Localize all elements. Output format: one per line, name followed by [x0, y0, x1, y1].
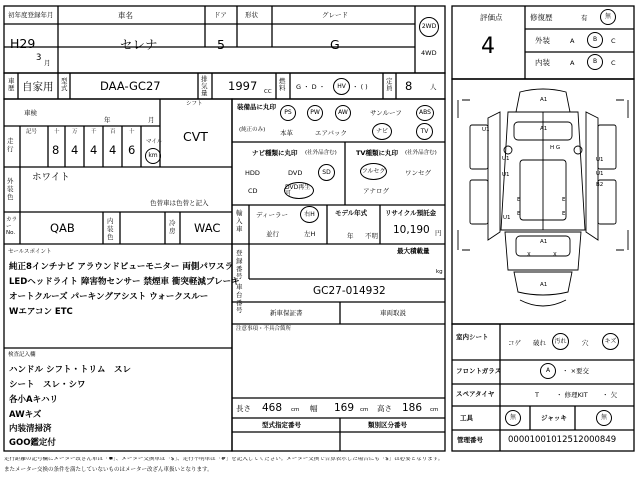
repair-no: 無 [604, 13, 611, 20]
cc-unit: CC [264, 89, 272, 95]
door-label: ドア [214, 11, 227, 19]
height-unit: cm [430, 407, 439, 413]
first-reg-month: 3 [36, 53, 42, 63]
inspection-year-unit: 年 [104, 116, 111, 124]
damage-mark: A1 [540, 282, 548, 288]
damage-mark: U1 [503, 215, 511, 221]
sales-point: 純正8インチナビ アラウンドビューモニター 両側パワスラ [9, 262, 234, 272]
equip-ps: PS [284, 109, 292, 116]
exterior-grade-b: B [592, 36, 598, 43]
mile-unit: マイル [146, 139, 163, 145]
capacity-value: 8 [405, 79, 413, 93]
seat-stain-circle [552, 333, 569, 350]
damage-mark: H G [550, 145, 561, 151]
interior-grade-c: C [611, 59, 616, 67]
damage-mark: A1 [540, 126, 548, 132]
mileage-digit: 6 [128, 143, 136, 157]
displacement-label: 排気量 [201, 75, 208, 98]
damage-mark: E [562, 197, 566, 203]
jack-none-circle [596, 410, 612, 426]
capacity-label: 定員 [386, 77, 393, 93]
management-number-label: 管理番号 [457, 436, 483, 444]
sales-point: Wエアコン ETC [9, 307, 73, 317]
repair-history-label: 修復歴 [530, 13, 553, 22]
seat-scratch-circle [602, 333, 619, 350]
inspector-notes-label: 検査記入欄 [8, 352, 36, 358]
equip-leather: 本革 [280, 129, 293, 137]
spare-tire-label: スペアタイヤ [456, 390, 495, 398]
caution-label: 注意事項・不具合箇所 [236, 326, 292, 332]
nav-title: ナビ種類に丸印 [252, 149, 298, 157]
reg-number-label: 登録番号 [236, 249, 243, 281]
jack-none: 無 [600, 414, 607, 421]
model-year-label: モデル年式 [335, 209, 368, 217]
max-load-unit: kg [436, 269, 443, 275]
import-parallel: 並行 [266, 230, 279, 238]
spare-tire-none: ・ 欠 [602, 391, 618, 399]
jack-label: ジャッキ [541, 414, 567, 422]
nav-cd: CD [248, 187, 258, 195]
equip-pw: PW [310, 109, 320, 116]
fuel-hv: HV [337, 82, 346, 90]
nav-hdd: HDD [245, 169, 260, 177]
right-hand-drive: 右H [304, 210, 315, 218]
digit-header-hyaku: 百 [110, 129, 116, 135]
equipment-subtitle: (純正のみ) [239, 127, 266, 133]
digit-header-10man: 十 [54, 129, 60, 135]
inspection-month-unit: 月 [148, 116, 155, 124]
damage-mark: B2 [596, 182, 604, 188]
colorno-label: カラーNo. [6, 217, 18, 237]
km-unit: km [148, 152, 158, 159]
left-hand-drive: 左H [304, 230, 316, 238]
nav-dvd-play: DVD再生可 [285, 183, 311, 197]
tv-analog: アナログ [363, 187, 389, 195]
interior-grade-a: A [570, 59, 575, 67]
repair-yes: 有 [581, 14, 588, 22]
inspector-note: 各小Aキハリ [9, 395, 59, 405]
mileage-digit: 4 [90, 143, 98, 157]
tools-none-circle [505, 410, 521, 426]
digit-header-man: 万 [72, 129, 78, 135]
digit-header-sign: 記号 [26, 129, 38, 135]
height-label: 高さ [377, 404, 392, 413]
nav-sd: SD [322, 168, 331, 176]
damage-mark: U1 [502, 156, 510, 162]
model-label: 型式 [61, 77, 68, 93]
frame-label: 車台番号 [236, 283, 243, 315]
spare-tire-kit: ・ 修理KIT [556, 391, 588, 399]
score-label: 評価点 [480, 13, 503, 22]
color-value: ホワイト [32, 172, 70, 183]
equip-tv: TV [420, 127, 429, 135]
score-value: 4 [481, 34, 495, 59]
displacement-value: 1997 [228, 79, 258, 93]
model-value: DAA-GC27 [100, 79, 161, 93]
new-car-warranty: 新車保証書 [270, 309, 303, 317]
drive-2wd: 2WD [421, 23, 437, 30]
damage-mark: U1 [596, 171, 604, 177]
grade-value: G [330, 37, 340, 52]
footer-note-1: 走行距離の記号欄にメーター改ざん車は「✱」、メーター交換車は「$」、走行不明車は「#」を記入してください。メーター交換で合算表示した場合にも「$」は必要となります。 [4, 457, 444, 462]
windshield-replace: ・ ×要交 [562, 367, 590, 375]
nav-subtitle: (社外品含む) [305, 150, 337, 156]
damage-mark: U1 [596, 157, 604, 163]
seat-hole: 穴 [582, 339, 589, 347]
management-number: 00001001012512000849 [508, 435, 617, 445]
damage-mark: A1 [540, 239, 548, 245]
fuel-options: G ・ D ・ [296, 83, 326, 91]
seat-label: 室内シート [456, 333, 489, 341]
height-value: 186 [402, 402, 423, 414]
damage-mark: E [517, 197, 521, 203]
recycle-value: 10,190 [393, 224, 430, 236]
car-name: セレナ [120, 37, 158, 52]
mileage-digit: 4 [71, 143, 79, 157]
digit-header-sen: 千 [91, 129, 97, 135]
length-unit: cm [291, 407, 300, 413]
drive-4wd: 4WD [421, 49, 437, 57]
first-reg-label: 初年度登録年月 [8, 11, 54, 19]
tools-none: 無 [509, 414, 516, 421]
sales-points-label: セールスポイント [8, 249, 52, 255]
equipment-title: 装備品に丸印 [237, 103, 276, 111]
vehicle-manual: 車両取説 [380, 309, 406, 317]
seat-scratch: キズ [604, 337, 617, 345]
seat-tear: 破れ [533, 339, 546, 347]
class-number-label: 類別区分番号 [368, 421, 407, 429]
sales-point: LEDヘッドライト 障害物センサー 禁煙車 衝突軽減ブレーキ [9, 277, 240, 287]
model-year-unit: 年 [347, 232, 354, 240]
fuel-other: ・ ( ) [352, 83, 368, 91]
spare-tire-t: T [535, 391, 539, 399]
damage-mark: X [553, 252, 557, 258]
nav-dvd: DVD [288, 169, 303, 177]
equip-aw: AW [338, 109, 348, 116]
usage-value: 自家用 [22, 81, 54, 93]
width-value: 169 [334, 402, 355, 414]
recycle-yen: 円 [435, 229, 442, 237]
windshield-label: フロントガラス [456, 367, 502, 375]
import-label: 輸入車 [236, 209, 243, 233]
length-value: 468 [262, 402, 283, 414]
equip-sunroof: サンルーフ [370, 109, 402, 117]
equip-airbag: エアバック [315, 129, 347, 137]
equip-navi: ナビ [375, 127, 388, 135]
seat-burn: コゲ [508, 339, 521, 347]
tv-oneseg: ワンセグ [405, 169, 431, 177]
shape-label: 形状 [245, 11, 258, 19]
max-load-label: 最大積載量 [397, 247, 430, 255]
damage-mark: U1 [482, 127, 490, 133]
digit-header-juu: 十 [129, 129, 135, 135]
fuel-label: 燃料 [279, 77, 286, 93]
mileage-digit: 4 [109, 143, 117, 157]
shift-value: CVT [183, 129, 208, 144]
inspection-label: 車検 [24, 109, 37, 117]
inspector-note: ハンドル シフト・トリム スレ [9, 365, 131, 375]
interior-color-label: 内装色 [107, 217, 114, 241]
tv-subtitle: (社外品含む) [405, 150, 437, 156]
exterior-grade-c: C [611, 37, 616, 45]
colorno-value: QAB [50, 221, 75, 235]
damage-mark: A1 [540, 97, 548, 103]
damage-mark: E [517, 211, 521, 217]
width-label: 幅 [310, 404, 318, 413]
width-unit: cm [360, 407, 369, 413]
capacity-unit: 人 [430, 83, 437, 91]
usage-label: 車歴 [8, 77, 15, 93]
exterior-grade-a: A [570, 37, 575, 45]
door-count: 5 [217, 37, 225, 52]
inspector-note: 内装清掃済 [9, 424, 52, 434]
ac-value: WAC [194, 221, 221, 235]
length-label: 長さ [236, 404, 251, 413]
damage-mark: U1 [502, 172, 510, 178]
model-year-unknown: 不明 [365, 232, 378, 240]
mileage-label: 走行 [7, 137, 14, 153]
interior-grade-label: 内装 [535, 58, 550, 67]
sales-point: オートクルーズ パーキングアシスト ウォークスルー [9, 292, 209, 302]
color-label: 外装色 [7, 177, 14, 201]
equip-abs: ABS [419, 109, 431, 116]
interior-grade-b: B [592, 58, 598, 65]
tv-title: TV種類に丸印 [356, 149, 398, 157]
type-spec-label: 型式指定番号 [262, 421, 301, 429]
recycle-label: リサイクル預託金 [385, 209, 437, 217]
windshield-a-circle [540, 363, 556, 379]
car-name-label: 車名 [118, 11, 133, 20]
damage-mark: X [527, 252, 531, 258]
grade-label: グレード [322, 11, 348, 19]
inspector-note: AWキズ [9, 410, 42, 420]
import-dealer: ディーラー [256, 211, 288, 219]
shift-label: シフト [186, 101, 203, 107]
color-note: 色替車は色替と記入 [150, 199, 209, 207]
first-reg-year: H29 [10, 36, 36, 51]
seat-stain: 汚れ [554, 337, 567, 345]
damage-mark: E [562, 211, 566, 217]
exterior-grade-label: 外装 [535, 36, 550, 45]
mileage-digit: 8 [52, 143, 60, 157]
windshield-a: A [545, 367, 551, 374]
tv-fullseg: フルセグ [361, 167, 386, 175]
inspector-note: GOO鑑定付 [9, 438, 56, 448]
inspector-note: シート スレ・シワ [9, 380, 86, 390]
frame-number: GC27-014932 [313, 285, 386, 297]
footer-note-2: またメーター交換の条件を満たしていないものはメーター改ざん車扱いとなります。 [4, 467, 213, 473]
month-unit: 月 [44, 59, 51, 67]
tools-label: 工具 [460, 414, 473, 422]
ac-label: 冷房 [169, 219, 176, 235]
